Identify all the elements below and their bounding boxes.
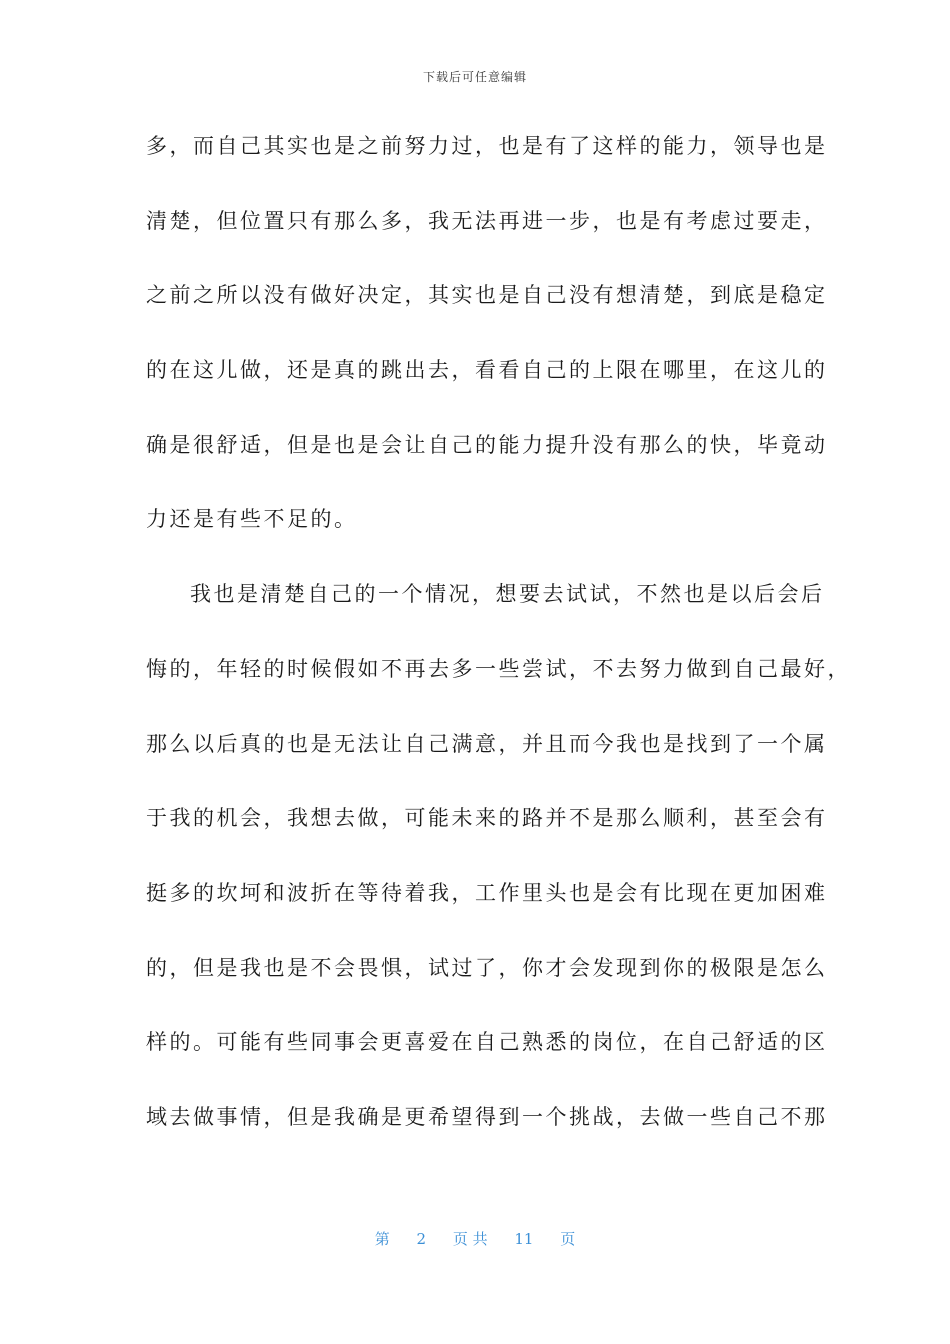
- text-line: 的，但是我也是不会畏惧，试过了，你才会发现到你的极限是怎么: [146, 955, 828, 980]
- text-line: 确是很舒适，但是也是会让自己的能力提升没有那么的快，毕竟动: [146, 432, 828, 457]
- text-line: 多，而自己其实也是之前努力过，也是有了这样的能力，领导也是: [146, 134, 828, 158]
- current-page-number: 2: [416, 1230, 427, 1248]
- paragraph-start-line: 我也是清楚自己的一个情况，想要去试试，不然也是以后会后: [190, 582, 825, 607]
- text-line: 于我的机会，我想去做，可能未来的路并不是那么顺利，甚至会有: [146, 806, 828, 831]
- text-line: 挺多的坎坷和波折在等待着我，工作里头也是会有比现在更加困难: [146, 880, 828, 905]
- text-line: 的在这儿做，还是真的跳出去，看看自己的上限在哪里，在这儿的: [146, 358, 828, 383]
- text-line: 样的。可能有些同事会更喜爱在自己熟悉的岗位，在自己舒适的区: [146, 1030, 828, 1055]
- footer-middle: 页 共: [452, 1230, 488, 1248]
- text-line: 域去做事情，但是我确是更希望得到一个挑战，去做一些自己不那: [146, 1104, 828, 1129]
- text-line: 悔的，年轻的时候假如不再去多一些尝试，不去努力做到自己最好，: [146, 656, 851, 681]
- text-line: 那么以后真的也是无法让自己满意，并且而今我也是找到了一个属: [146, 731, 828, 756]
- text-line: 清楚，但位置只有那么多，我无法再进一步，也是有考虑过要走，: [146, 208, 828, 233]
- page-footer: [0, 1228, 950, 1249]
- text-line: 之前之所以没有做好决定，其实也是自己没有想清楚，到底是稳定: [146, 283, 828, 308]
- footer-prefix: 第: [374, 1230, 390, 1248]
- page-header: 下载后可任意编辑: [422, 70, 527, 84]
- document-body: [146, 124, 851, 1170]
- footer-suffix: 页: [560, 1230, 576, 1248]
- total-page-count: 11: [514, 1230, 534, 1248]
- text-line: 力还是有些不足的。: [146, 507, 358, 532]
